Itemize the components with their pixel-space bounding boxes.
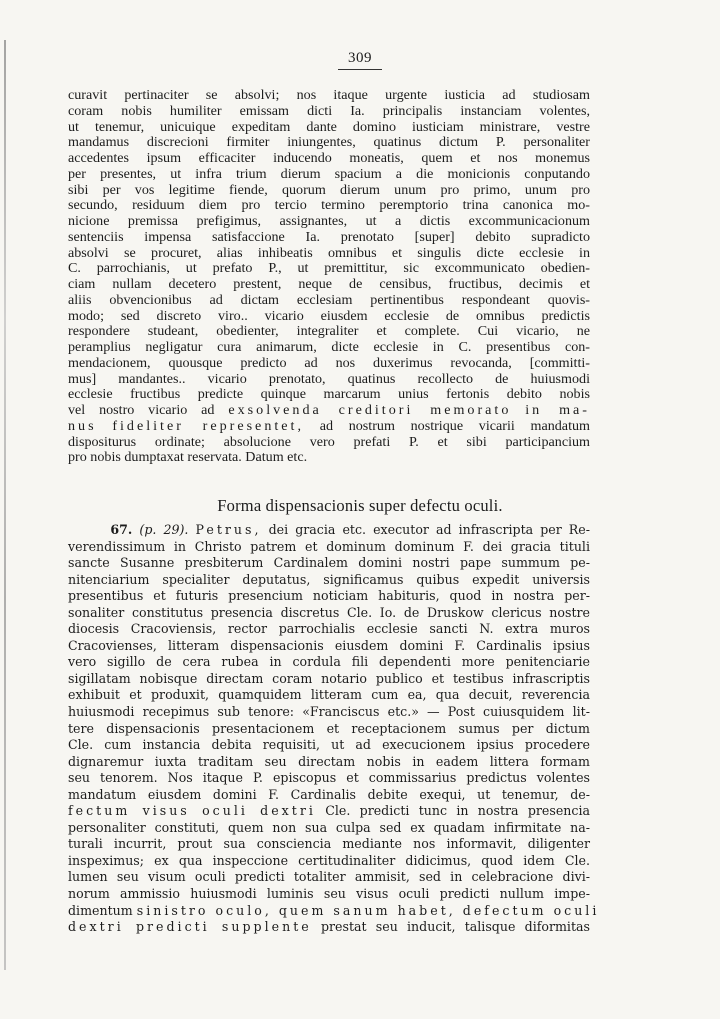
text-line-spaced xyxy=(68,902,600,920)
spaced-text: exsolvenda creditori memorato xyxy=(228,402,512,418)
text-fragment: in ma- xyxy=(525,402,590,418)
spaced-text: sinistro oculo, quem sanum habet, defectum oculi xyxy=(136,902,600,918)
text-line: mus] mandantes.. vicario prenotato, quatinus recollecto de huiusmodi xyxy=(68,370,590,387)
text-line: tere dispensacionis presentacionem et receptacionem sumus per dictum xyxy=(68,720,590,736)
text-line: turali incurrit, prout sua consciencia mediante nos informavit, diligenter xyxy=(68,836,590,852)
text-line: exhibuit et produxit, quamquidem litteram cum ea, qua decuit, reverencia xyxy=(68,687,590,703)
spaced-text: dextri predicti supplente xyxy=(68,919,312,935)
paragraph-number: 67. xyxy=(110,522,133,537)
text-line-spaced xyxy=(68,919,590,936)
text-line: mandatum eiusdem domini F. Cardinalis debite exequi, ut tenemur, de- xyxy=(68,786,590,802)
text-line: absolvi se procuret, alias inhibeatis omnibus et singulis dicte ecclesie in xyxy=(68,244,590,261)
text-fragment: Cle. predicti tunc in nostra presencia xyxy=(325,803,590,819)
text-line: ecclesie fructibus predicte quinque marcarum unius fertonis debito nobis xyxy=(68,386,590,403)
text-line: huiusmodi recepimus sub tenore: «Franciscus etc.» — Post cuiusquidem lit- xyxy=(68,704,590,720)
text-line: Cracovienses, litteram dispensacionis eiusdem domini F. Cardinalis ipsius xyxy=(68,637,590,653)
text-line-first xyxy=(68,522,590,539)
text-line: accedentes ipsum efficaciter inducendo moneatis, quem et nos monemus xyxy=(68,150,590,166)
text-line: nicione premissa prefigimus, assignantes, ut a dictis excommunicacionum xyxy=(68,213,590,229)
text-line: ut tenemur, unicuique expeditam dante domino iusticiam ministrare, vestre xyxy=(68,118,590,135)
text-line: verendissimum in Christo patrem et dominum dominum F. dei gracia tituli xyxy=(68,538,590,554)
text-line: peramplius negligatur cura animarum, dicte ecclesie in C. presentibus con- xyxy=(68,339,590,355)
spaced-text: fectum visus oculi dextri xyxy=(68,803,316,819)
text-line: mendacionem, quousque predicto ad nos duxerimus revocanda, [committi- xyxy=(68,354,590,371)
text-line: inspeximus; ex qua inspeccione certitudinaliter didicimus, quod idem Cle. xyxy=(68,852,590,868)
section-heading: Forma dispensacionis super defectu oculi. xyxy=(217,496,503,515)
text-line: C. parrochianis, ut prefato P., ut premittitur, sic excommunicato obedien- xyxy=(68,260,590,277)
text-line-spaced xyxy=(68,419,590,435)
text-line: modo; sed discreto viro.. vicario eiusdem ecclesie de omnibus predictis xyxy=(68,307,590,324)
text-line: lumen seu visum oculi predicti totaliter ammisit, sed in celebracione divi- xyxy=(68,869,590,885)
text-line: personaliter constituti, quem non sua culpa sed ex quadam infirmitate na- xyxy=(68,819,590,835)
text-fragment: ad nostrum nostrique vicarii mandatum xyxy=(319,417,590,434)
text-line: norum ammissio huiusmodi luminis seu visus oculi predicti nullum impe- xyxy=(68,886,590,902)
text-line: curavit pertinaciter se absolvi; nos itaque urgente iusticia ad studiosam xyxy=(68,87,590,103)
spaced-text: fideliter representet, xyxy=(112,417,304,434)
text-line: sentenciis impensa satisfaccione Ia. prenotato [super] debito supradicto xyxy=(68,228,590,245)
page-number xyxy=(0,50,720,70)
text-fragment: prestat seu inducit, talisque diformitas xyxy=(320,919,590,935)
text-line: coram nobis humiliter emissam dicti Ia. principalis instanciam volentes, xyxy=(68,102,590,119)
text-line: mandamus discrecioni firmiter iniungentes, quatinus dictum P. personaliter xyxy=(68,134,590,151)
text-line: sigillatam nobisque directam coram notario publico et testibus infrascriptis xyxy=(68,670,590,686)
paragraph-continued xyxy=(68,88,590,466)
text-line-spaced xyxy=(68,803,590,820)
text-line: secundo, residuum diem pro tercio termino peremptorio trina canonica mo- xyxy=(68,197,590,214)
text-line: presentibus et futuris presencium noticiam habituris, quod in nostra per- xyxy=(68,588,590,604)
text-line: sancte Susanne presbiterum Cardinalem domini nostri pape summum pe- xyxy=(68,555,590,571)
spaced-name: Petrus, xyxy=(195,522,262,537)
text-fragment: dimentum xyxy=(68,902,133,918)
text-fragment: dei gracia etc. executor ad infrascripta per Re- xyxy=(268,522,590,537)
text-line: per presentes, ut infra trium dierum spacium a die monicionis conputando xyxy=(68,165,590,182)
text-fragment: vel nostro vicario ad xyxy=(68,402,215,418)
text-line: aliis obvencionibus ad dictam ecclesiam pertinentibus respondeant quovis- xyxy=(68,291,590,308)
page-number-text: 309 xyxy=(338,50,382,70)
text-line: nitenciarium specialiter deputatus, significamus quibus expedit universis xyxy=(68,571,590,587)
text-line: seu tenorem. Nos itaque P. episcopus et commissarius predictus volentes xyxy=(68,770,590,786)
text-line: pro nobis dumptaxat reservata. Datum etc. xyxy=(68,449,308,466)
text-line-spaced xyxy=(68,403,590,419)
text-fragment: nus xyxy=(68,417,97,434)
text-line: vero sigillo de cera rubea in cordula fili dependenti more penitenciarie xyxy=(68,654,590,670)
text-line: Cle. cum instancia debita requisiti, ut ad execucionem ipsius procedere xyxy=(68,737,590,753)
text-line: dignaremur iuxta traditam seu directam nobis in eadem littera formam xyxy=(68,753,590,769)
text-line: diocesis Cracoviensis, rector parrochialis ecclesie sancti N. extra muros xyxy=(68,621,590,637)
text-line: sonaliter constitutus presencia discretus Cle. Io. de Druskow clericus nostre xyxy=(68,604,590,620)
text-line: dispositurus ordinate; absolucione vero prefati P. et sibi participancium xyxy=(68,433,590,450)
page-reference: (p. 29). xyxy=(139,522,189,537)
text-line: ciam nullam decetero prestent, neque de censibus, fructibus, decimis et xyxy=(68,276,590,292)
text-line: sibi per vos legitime fiende, quorum dierum unum pro primo, unum pro xyxy=(68,181,590,198)
text-line: respondere studeant, obedienter, integraliter et complete. Cui vicario, ne xyxy=(68,323,590,340)
paragraph-67 xyxy=(68,522,600,936)
